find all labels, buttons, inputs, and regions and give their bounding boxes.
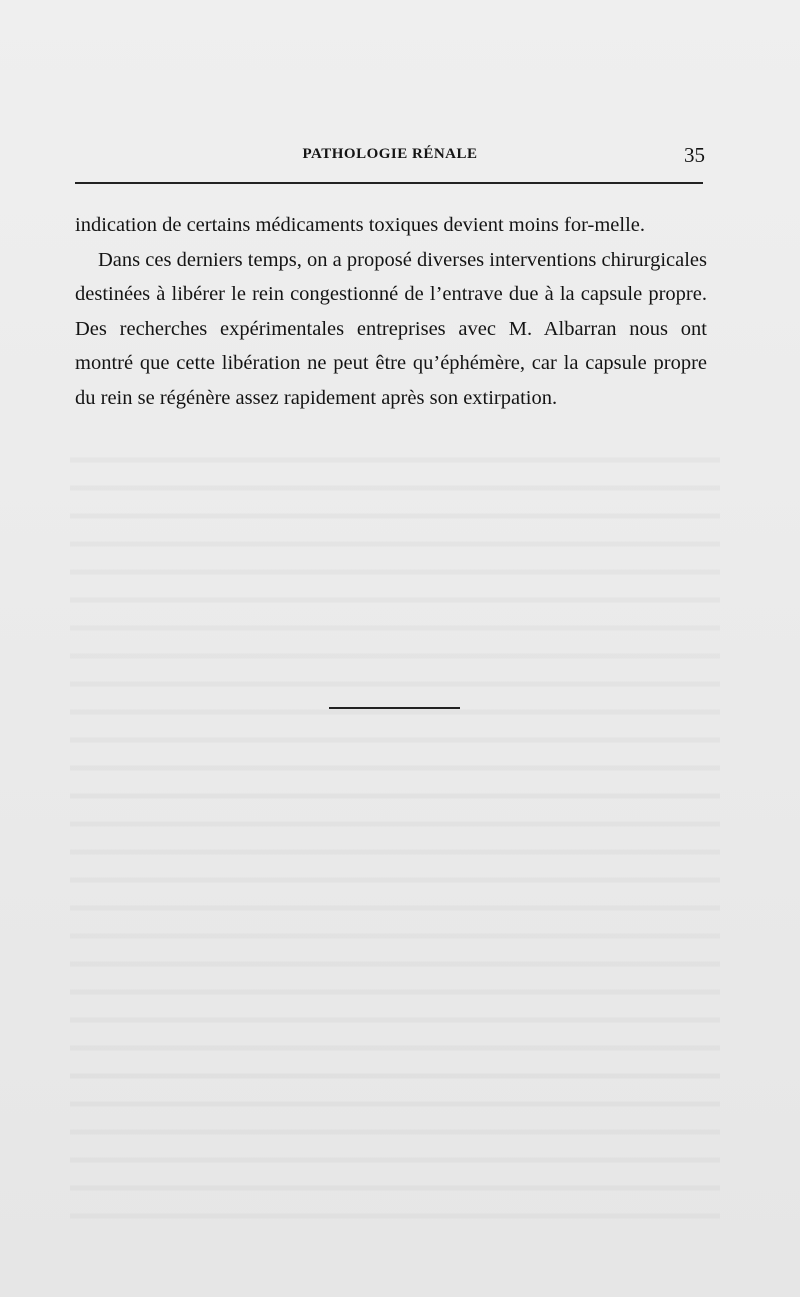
page-number: 35 [684, 143, 705, 167]
header-rule [75, 182, 703, 184]
running-title: PATHOLOGIE RÉNALE [302, 146, 478, 162]
body-text [75, 208, 707, 415]
page-header [75, 143, 705, 169]
paragraph: indication de certains médicaments toxiques devient moins for-melle. [75, 214, 646, 236]
section-divider [329, 707, 460, 709]
show-through-texture [70, 440, 720, 1240]
paragraph: Dans ces derniers temps, on a proposé diverses interventions chirurgicales destinées à libérer le rein congestionné de l’entrave due à la capsule propre. Des recherches expérimentales entreprises avec M. Albarran nous ont montré que cette libération ne peut être qu’éphémère, car la capsule propre du rein se régénère assez rapidement après son extirpation. [75, 248, 707, 409]
